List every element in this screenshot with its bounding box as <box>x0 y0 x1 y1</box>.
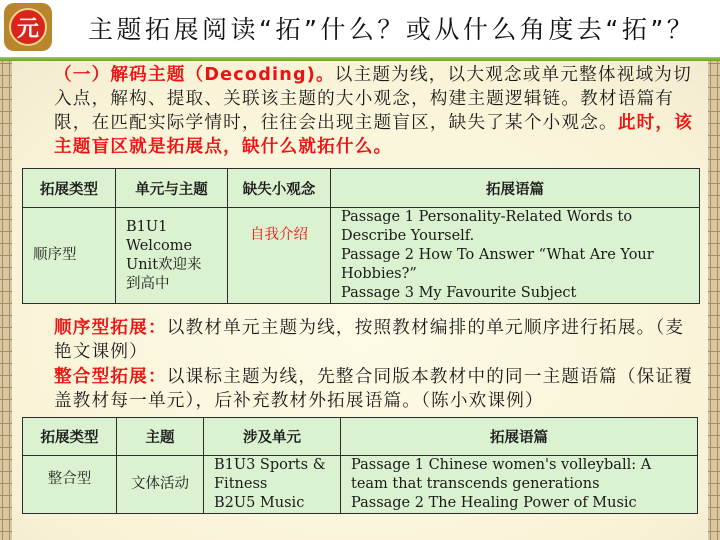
left-decorative-border <box>0 61 12 540</box>
table-row <box>23 208 700 304</box>
passage-line: Passage 1 Personality-Related Words to <box>341 209 633 225</box>
integrated-label: 整合型拓展： <box>54 366 167 387</box>
table-header-row <box>23 418 698 456</box>
unit-line: Welcome <box>126 237 193 254</box>
passage-line: Passage 1 Chinese women's volleyball: A <box>351 457 652 473</box>
slide-title: 主题拓展阅读“拓”什么？或从什么角度去“拓”？ <box>88 15 696 44</box>
cell-units <box>204 456 341 514</box>
table-header-row <box>23 169 700 208</box>
integrated-text: 以课标主题为线，先整合同版本教材中的同一主题语篇（保证覆盖教材每一单元），后补充教材外拓展语篇。（陈小欢课例） <box>54 367 693 411</box>
integrated-paragraph <box>20 365 702 413</box>
col-header-passages: 拓展语篇 <box>341 418 698 456</box>
logo-emblem: 元 <box>9 8 47 46</box>
unit-line: B2U5 Music <box>214 495 305 511</box>
unit-line: B1U3 Sports & <box>214 457 326 473</box>
school-logo-icon <box>4 3 52 51</box>
sequential-paragraph <box>20 316 702 364</box>
table-row <box>23 456 698 514</box>
right-decorative-border <box>708 61 720 540</box>
intro-emphasis: 此时，该主题盲区就是拓展点，缺什么就拓什么。 <box>54 112 694 157</box>
cell-type: 顺序型 <box>23 208 116 304</box>
sequential-text: 以教材单元主题为线，按照教材编排的单元顺序进行拓展。（麦艳文课例） <box>54 318 685 362</box>
passage-line: Hobbies?” <box>341 266 417 282</box>
unit-line: Fitness <box>214 476 268 492</box>
col-header-missing: 缺失小观念 <box>228 169 331 208</box>
cell-passages <box>341 456 698 514</box>
passage-line: Passage 2 How To Answer “What Are Your <box>341 247 654 263</box>
unit-line: B1U1 <box>126 218 168 235</box>
sequential-expansion-table <box>22 168 700 304</box>
cell-theme: 文体活动 <box>117 456 204 514</box>
col-header-type: 拓展类型 <box>23 169 116 208</box>
col-header-unit: 单元与主题 <box>116 169 228 208</box>
unit-line: 到高中 <box>126 275 170 292</box>
unit-line: Unit欢迎来 <box>126 256 202 273</box>
cell-unit <box>116 208 228 304</box>
intro-heading: （一）解码主题（Decoding)。 <box>54 65 335 85</box>
intro-paragraph <box>20 63 702 159</box>
cell-type: 整合型 <box>23 456 117 514</box>
passage-line: Describe Yourself. <box>341 228 475 244</box>
cell-passages <box>331 208 700 304</box>
col-header-units: 涉及单元 <box>204 418 341 456</box>
cell-missing-concept: 自我介绍 <box>228 208 331 304</box>
intro-text: 以主题为线，以大观念或单元整体视域为切入点，解构、提取、关联该主题的大小观念，构建主题逻辑链。教材语篇有限，在匹配实际学情时，往往会出现主题盲区，缺失了某个小观念。 <box>54 65 692 133</box>
slide-header <box>0 0 720 57</box>
passage-line: Passage 2 The Healing Power of Music <box>351 495 637 511</box>
col-header-passages: 拓展语篇 <box>331 169 700 208</box>
passage-line: Passage 3 My Favourite Subject <box>341 285 577 301</box>
sequential-label: 顺序型拓展： <box>54 317 167 338</box>
col-header-type: 拓展类型 <box>23 418 117 456</box>
col-header-theme: 主题 <box>117 418 204 456</box>
integrated-expansion-table <box>22 417 698 514</box>
passage-line: team that transcends generations <box>351 476 600 492</box>
